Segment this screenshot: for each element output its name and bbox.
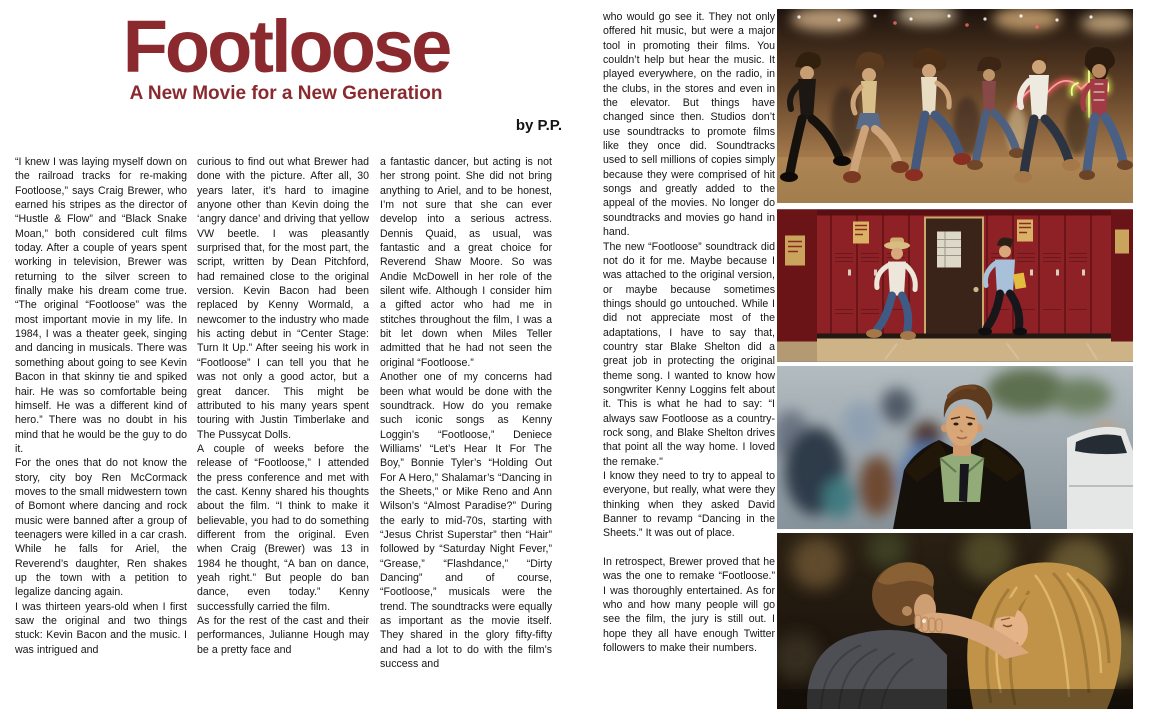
article-paragraph: As for the rest of the cast and their performances, Julianne Hough may be a pretty face and bbox=[197, 615, 369, 656]
article-paragraph bbox=[603, 541, 775, 555]
article-column-1 bbox=[15, 155, 187, 717]
photo-dance-floor-scene bbox=[777, 9, 1133, 203]
article-paragraph: A couple of weeks before the release of “Footloose,” I attended the press conference and met with the cast. Kenny shared his thoughts about the film. “I think to make it believable, you had to do something different from the original. Even when Craig (Brewer) was 13 in 1984 he thought, “A ban on dance, yeah right.” But people do ban dance, even today.” Kenny successfully carried the film. bbox=[197, 442, 369, 613]
article-paragraph: I was thirteen years-old when I first saw the original and two things stuck: Kevin Bacon and the music. I was intrigued and bbox=[15, 600, 187, 656]
article-paragraph: Another one of my concerns had been what would be done with the soundtrack. How do you remake such iconic songs as Kenny Loggin’s “Footloose,” Deniece Williams’ “Let’s Hear It For The Boy,” Bonnie Tyler’s “Holding Out For A Hero,” Shalamar’s “Dancing in the Sheets,” or Mike Reno and Ann Wilson’s “Almost Paradise?” During the early to mid-70s, starting with “Jesus Christ Superstar” then “Hair” followed by “Saturday Night Fever,” “Grease,” “Flashdance,” “Dirty Dancing” and of course, “Footloose,” musicals were the trend. The soundtracks were equally as important as the movie itself. They shared in the glory fifty-fifty and had a lot to do with the film’s success and bbox=[380, 371, 552, 671]
photo-ren-and-ariel-embrace bbox=[777, 533, 1133, 709]
photo-ren-mccormack-closeup bbox=[777, 366, 1133, 529]
article-paragraph: curious to find out what Brewer had done with the picture. After all, 30 years later, it’s hard to imagine anyone other than Kevin doing the ‘angry dance’ and driving that yellow VW beetle. I was pleasantly surprised that, for the most part, the script, written by Dean Pitchford, had remained close to the original version. Kevin Bacon had been replaced by Kenny Wormald, a newcomer to the industry who made his acting debut in “Center Stage: Turn It Up.” After seeing his work in “Footloose” I can tell you that he was not only a good actor, but a great dancer. This might be attributed to his many years spent touring with Justin Timberlake and The Pussycat Dolls. bbox=[197, 156, 369, 441]
article-paragraph: The new “Footloose” soundtrack did not do it for me. Maybe because I was attached to the original version, or maybe because sometimes things should go untouched. While I did not appreciate most of the adaptations, I have to say that, country star Blake Shelton did a great job in protecting the original theme song. I wanted to know how songwriter Kenny Loggins felt about it. This is what he had to say: “I always saw Footloose as a country-rock song, and Blake Shelton drives that point all the way home. I loved the remake." bbox=[603, 240, 775, 468]
embrace-illustration bbox=[777, 533, 1133, 709]
article-paragraph: For the ones that do not know the story, city boy Ren McCormack moves to the small midwestern town of Bomont where dancing and rock music were banned after a group of teenagers were killed in a car crash. While he falls for Ariel, the Reverend’s daughter, Ren shakes up the town with a petition to legalize dancing again. bbox=[15, 457, 187, 599]
dance-floor-illustration bbox=[777, 9, 1133, 203]
ren-closeup-illustration bbox=[777, 366, 1133, 529]
article-paragraph: a fantastic dancer, but acting is not her strong point. She did not bring anything to Ariel, and to be honest, I’m not sure that she can ever develop into a serious actress. Dennis Quaid, as usual, was fantastic and a great choice for Reverend Shaw Moore. So was Andie McDowell in her role of the silent wife. Although I consider him a gifted actor who had me in stitches throughout the film, I was a bit let down when Miles Teller admitted that he had not seen the original “Footloose.” bbox=[380, 156, 552, 369]
article-column-3 bbox=[380, 155, 552, 717]
article-column-4 bbox=[603, 10, 775, 712]
masthead bbox=[15, 5, 557, 105]
article-paragraph: who would go see it. They not only offered hit music, but were a major tool in promoting their films. You couldn’t help but hear the music. It played everywhere, on the radio, in the clubs, in the stores and even in the elevator. But things have changed since then. Studios don’t use soundtracks to promote films like they once did. Soundtracks used to sell millions of copies simply because they were comprised of hit songs and greatly added to the appeal of the movies. No longer do soundtracks and movies go hand in hand. bbox=[603, 11, 775, 239]
lockers-illustration bbox=[777, 209, 1133, 362]
article-subtitle: A New Movie for a New Generation bbox=[129, 83, 443, 105]
article-paragraph: In retrospect, Brewer proved that he was the one to remake “Footloose.” I was thoroughly entertained. As for who and how many people will go see the film, the jury is still out. I hope they all have enough Twitter followers to make their numbers. bbox=[603, 556, 775, 655]
byline: by P.P. bbox=[515, 117, 562, 134]
article-column-2 bbox=[197, 155, 369, 717]
article-title: Footloose bbox=[122, 5, 450, 88]
photo-school-lockers-scene bbox=[777, 209, 1133, 362]
article-paragraph: I know they need to try to appeal to everyone, but really, what were they thinking when they asked David Banner to revamp “Dancing in the Sheets.” It was out of place. bbox=[603, 470, 775, 540]
article-paragraph: “I knew I was laying myself down on the railroad tracks for re-making Footloose,” says Craig Brewer, who earned his stripes as the director of “Hustle & Flow” and “Black Snake Moan,” both considered cult films today. After a couple of years spent working in television, Brewer was returning to the silver screen to finally make his dream come true. “The original “Footloose” was the most important movie in my life. In 1984, I was a theater geek, singing and dancing in musicals. There was something about going to see Kevin Bacon in that skinny tie and spiked hair. He was so comfortable being himself. He was a different kind of hero.” There was no doubt in his mind that he would be the guy to do it. bbox=[15, 156, 187, 455]
